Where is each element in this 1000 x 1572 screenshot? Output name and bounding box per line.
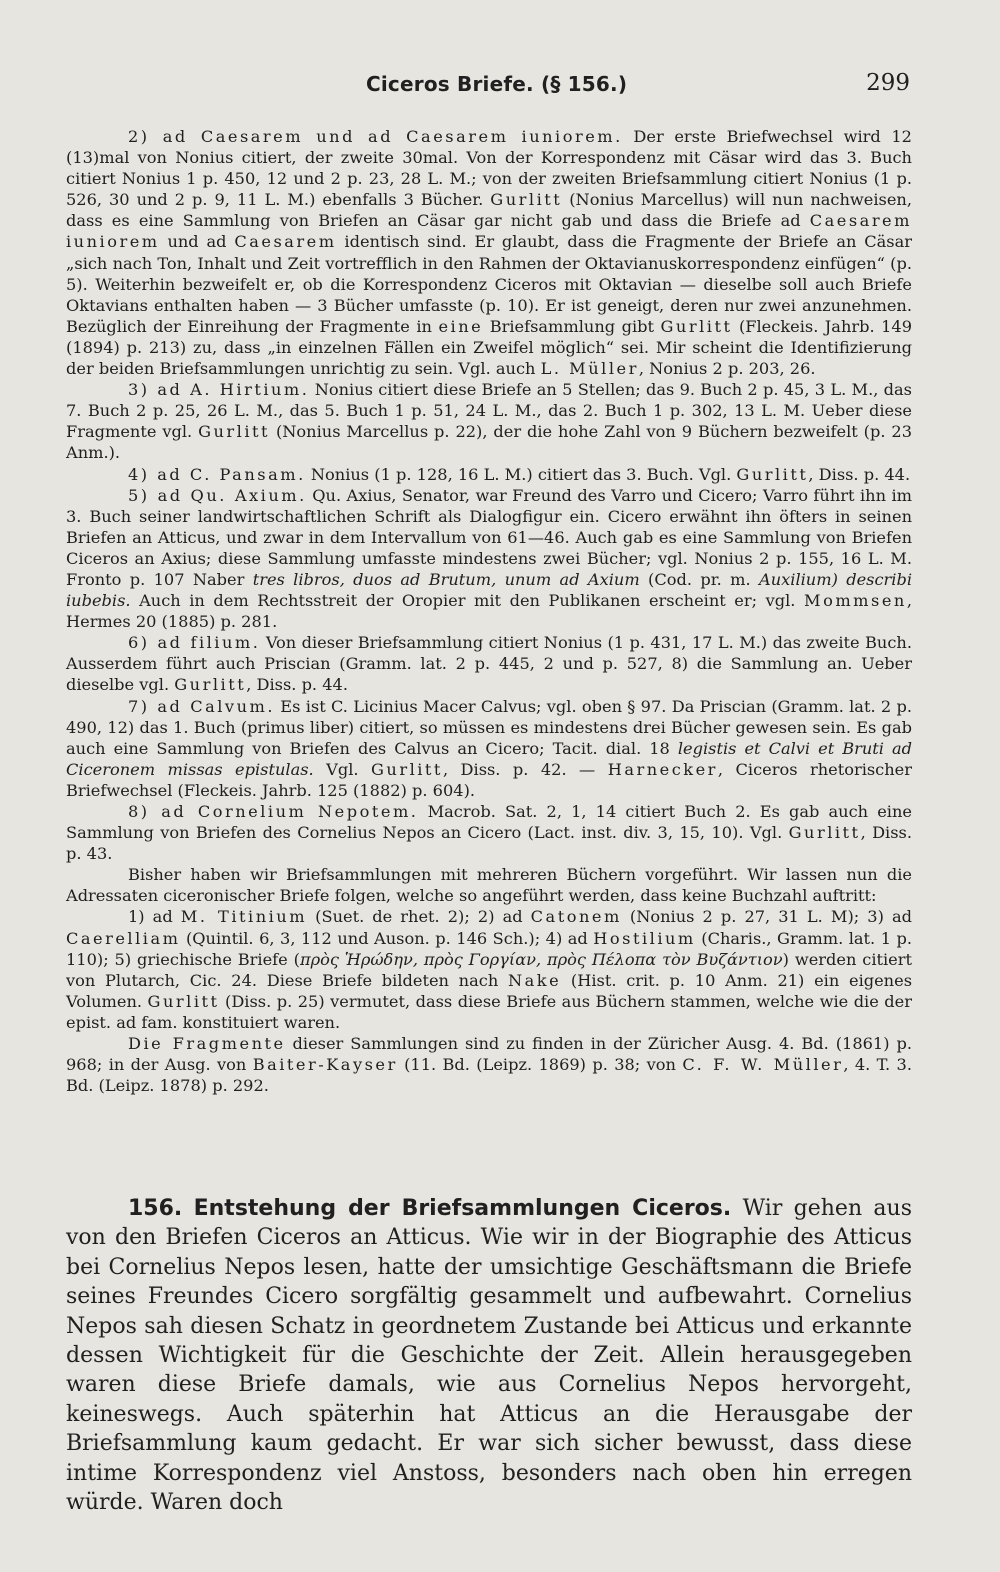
section-number: 156. — [128, 1196, 183, 1221]
note-paragraph-7 — [66, 696, 912, 801]
note-text: identisch sind. Er glaubt, dass die Fragmente der Briefe an Cäsar „sich nach Ton, Inhalt und Zeit vortrefflich in den Rahmen der Oktavianuskorrespondenz einfügen“ (p. 5). Weiterhin bezweifelt er, ob die Korrespondenz Ciceros mit Oktavian — dieselbe soll auch Briefe Oktavians enthalten haben — 3 Bücher umfasste (p. 10). Er ist geneigt, deren nur zwei anzunehmen. Bezüglich der Einreihung der Fragmente in — [66, 232, 912, 336]
section-title: Entstehung der Briefsammlungen Ciceros. — [193, 1196, 732, 1221]
note-text: Von dieser Briefsammlung citiert Nonius (1 p. 431, 17 L. M.) das zweite Buch. Ausserdem führt auch Priscian (Gramm. lat. 2 p. 445, 2 und p. 527, 8) die Sammlung an. Ueber dieselbe vgl. — [66, 633, 912, 695]
note-text: (Quintil. 6, 3, 112 und Auson. p. 146 Sch.); 4) ad — [180, 928, 594, 948]
note-heading: 4) ad C. Pansam. — [128, 464, 306, 484]
note-text: , 4. T. 3. Bd. (Leipz. 1878) p. 292. — [66, 1055, 913, 1096]
note-text: , Diss. p. 44. — [246, 675, 348, 695]
latin-quote: Auxilium) describi iubebis. — [66, 569, 913, 611]
latin-quote: legistis et Calvi et Bruti ad Ciceronem missas epistulas. — [66, 738, 913, 779]
author-name: Gurlitt — [490, 190, 563, 210]
author-name: C. F. W. Müller — [682, 1055, 844, 1075]
section-text: Wir gehen aus von den Briefen Ciceros an Atticus. Wie wir in der Biographie des Atticus bei Cornelius Nepos lesen, hatte der umsichtige Geschäftsmann die Briefe seines Freundes Cicero sorgfältig gesammelt und aufbewahrt. Cornelius Nepos sah diesen Schatz in geordnetem Zustande bei Atticus und erkannte dessen Wichtigkeit für die Geschichte der Zeit. Allein herausgegeben waren diese Briefe damals, wie aus Cornelius Nepos hervorgeht, keineswegs. Auch späterhin hat Atticus an die Herausgabe der Briefsammlung kaum gedacht. Er war sich sicher bewusst, dass diese intime Korrespondenz viel Anstoss, besonders nach oben hin erregen würde. Waren doch — [66, 1196, 913, 1516]
author-name: Gurlitt — [660, 316, 733, 336]
note-text: Macrob. Sat. 2, 1, 14 citiert Buch 2. Es gab auch eine Sammlung von Briefen des Cornelius Nepos an Cicero (Lact. inst. div. 3, 15, 10). Vgl. — [66, 802, 912, 843]
note-paragraph-2 — [66, 126, 912, 379]
note-heading: 8) ad Cornelium Nepotem. — [128, 802, 419, 821]
note-heading: 6) ad filium. — [128, 633, 261, 653]
note-text: (Diss. p. 25) vermutet, dass diese Briefe aus Büchern stammen, welche wie die der epist. ad fam. konstituiert waren. — [66, 991, 912, 1032]
note-text: , Diss. p. 43. — [66, 823, 912, 864]
addressee: Catonem — [530, 907, 622, 927]
note-text: , Diss. p. 42. — — [442, 759, 608, 779]
author-name: Gurlitt — [174, 675, 247, 695]
emphasis: Caesarem — [234, 232, 337, 252]
note-text: , Hermes 20 (1885) p. 281. — [66, 591, 912, 632]
note-paragraph-4 — [66, 464, 912, 485]
note-text: Es ist C. Licinius Macer Calvus; vgl. oben § 97. Da Priscian (Gramm. lat. 2 p. 490, 12) das 1. Buch (primus liber) citiert, so müssen es mindestens drei Bücher gewesen sein. Es gab auch eine Sammlung von Briefen des Calvus an Cicero; Tacit. dial. 18 — [66, 696, 912, 758]
section-paragraph — [66, 1194, 912, 1517]
note-text: (Suet. de rhet. 2); 2) ad — [307, 907, 531, 927]
note-text: (Charis., Gramm. lat. 1 p. 110); 5) griechische Briefe ( — [66, 928, 912, 969]
latin-quote: tres libros, duos ad Brutum, unum ad Axium — [252, 569, 640, 589]
note-text: 1) ad — [128, 907, 181, 927]
note-text: und ad — [159, 232, 235, 252]
note-text: (Nonius Marcellus) will nun nachweisen, dass es eine Sammlung von Briefen an Cäsar gar nicht gab und dass die Briefe ad — [66, 190, 912, 231]
note-paragraph-11 — [66, 1033, 912, 1096]
note-heading: 3) ad A. Hirtium. — [128, 380, 310, 400]
footnote-block — [66, 126, 912, 1096]
note-text: (Nonius 2 p. 27, 31 L. M); 3) ad — [621, 907, 912, 927]
author-name: Gurlitt — [788, 823, 861, 843]
note-text: Nonius (1 p. 128, 16 L. M.) citiert das 3. Buch. Vgl. — [305, 464, 737, 484]
addressee: Hostilium — [593, 928, 696, 948]
note-paragraph-6 — [66, 632, 912, 695]
author-name: L. Müller — [540, 359, 639, 379]
note-text: Bisher haben wir Briefsammlungen mit mehreren Büchern vorgeführt. Wir lassen nun die Adressaten ciceronischer Briefe folgen, welche so angeführt werden, dass keine Buchzahl auftritt: — [66, 865, 912, 906]
note-text: dieser Sammlungen sind zu finden in der Züricher Ausg. 4. Bd. (1861) p. 968; in der Ausg. von — [66, 1034, 912, 1075]
note-text: , Nonius 2 p. 203, 26. — [638, 359, 816, 379]
section-156 — [66, 1194, 912, 1517]
note-text: , Diss. p. 44. — [808, 464, 911, 484]
note-text: Auch in dem Rechtsstreit der Oropier mit den Publikanen erscheint er; vgl. — [130, 591, 804, 611]
note-text: ) werden citiert von Plutarch, Cic. 24. Diese Briefe bildeten nach — [66, 949, 912, 990]
note-paragraph-9 — [66, 864, 912, 906]
emphasis: Die Fragmente — [128, 1034, 286, 1054]
author-name: Gurlitt — [198, 422, 271, 442]
page-header — [66, 70, 912, 106]
note-paragraph-8 — [66, 801, 912, 864]
author-name: Harnecker — [607, 759, 718, 779]
note-text: (Hist. crit. p. 10 Anm. 21) ein eigenes Volumen. — [66, 970, 912, 1011]
author-name: Gurlitt — [147, 991, 220, 1011]
author-name: Gurlitt — [736, 464, 809, 484]
author-name: Mommsen — [804, 591, 907, 611]
author-name: Baiter-Kayser — [252, 1055, 398, 1075]
author-name: Gurlitt — [370, 759, 443, 779]
greek-quote: πρὸς Ἡρώδην, πρὸς Γοργίαν, πρὸς Πέλοπα τὸν Βυζάντιον — [299, 949, 783, 969]
note-text: (Cod. pr. m. — [639, 569, 760, 589]
note-text: Qu. Axius, Senator, war Freund des Varro und Cicero; Varro führt ihn im 3. Buch seiner landwirtschaftlichen Schrift als Dialogfigur ein. Cicero erwähnt ihn öfters in seinen Briefen an Atticus, und zwar in dem Intervallum von 61—46. Auch gab es eine Sammlung von Briefen Ciceros an Axius; diese Sammlung umfasste mindestens zwei Bücher; vgl. Nonius 2 p. 155, 16 L. M. Fronto p. 107 Naber — [66, 485, 912, 589]
note-text: Der erste Briefwechsel wird 12 (13)mal von Nonius citiert, der zweite 30mal. Von der Korrespondenz mit Cäsar wird das 3. Buch citiert Nonius 1 p. 450, 12 und 2 p. 23, 28 L. M.; von der zweiten Briefsammlung citiert Nonius (1 p. 526, 30 und 2 p. 9, 11 L. M.) ebenfalls 3 Bücher. — [66, 127, 912, 210]
note-heading: 5) ad Qu. Axium. — [128, 485, 307, 505]
page-number: 299 — [866, 70, 910, 96]
note-text: (11. Bd. (Leipz. 1869) p. 38; von — [397, 1055, 683, 1075]
note-paragraph-10 — [66, 906, 912, 1033]
running-title: Ciceros Briefe. (§ 156.) — [366, 72, 628, 96]
note-text: , Ciceros rhetorischer Briefwechsel (Fleckeis. Jahrb. 125 (1882) p. 604). — [66, 759, 912, 800]
note-paragraph-5 — [66, 485, 912, 633]
note-paragraph-3 — [66, 379, 912, 463]
note-text: Briefsammlung gibt — [483, 316, 661, 336]
emphasis: Caesarem iuniorem — [66, 211, 912, 252]
addressee: Caerelliam — [66, 928, 181, 948]
note-heading: 7) ad Calvum. — [128, 696, 275, 716]
addressee: M. Titinium — [180, 907, 308, 927]
note-text: (Fleckeis. Jahrb. 149 (1894) p. 213) zu, dass „in einzelnen Fällen ein Zweifel möglich“ sei. Mir scheint die Identifizierung der beiden Briefsammlungen unrichtig zu sein. Vgl. auch — [66, 316, 912, 379]
note-text: (Nonius Marcellus p. 22), der die hohe Zahl von 9 Büchern bezweifelt (p. 23 Anm.). — [66, 422, 913, 463]
emphasis: eine — [438, 316, 484, 336]
author-name: Nake — [507, 970, 562, 990]
note-text: Vgl. — [313, 759, 371, 779]
note-text: Nonius citiert diese Briefe an 5 Stellen; das 9. Buch 2 p. 45, 3 L. M., das 7. Buch 2 p. 25, 26 L. M., das 5. Buch 1 p. 51, 24 L. M., das 2. Buch 1 p. 302, 13 L. M. Ueber diese Fragmente vgl. — [66, 380, 912, 442]
note-heading: 2) ad Caesarem und ad Caesarem iuniorem. — [128, 127, 623, 146]
